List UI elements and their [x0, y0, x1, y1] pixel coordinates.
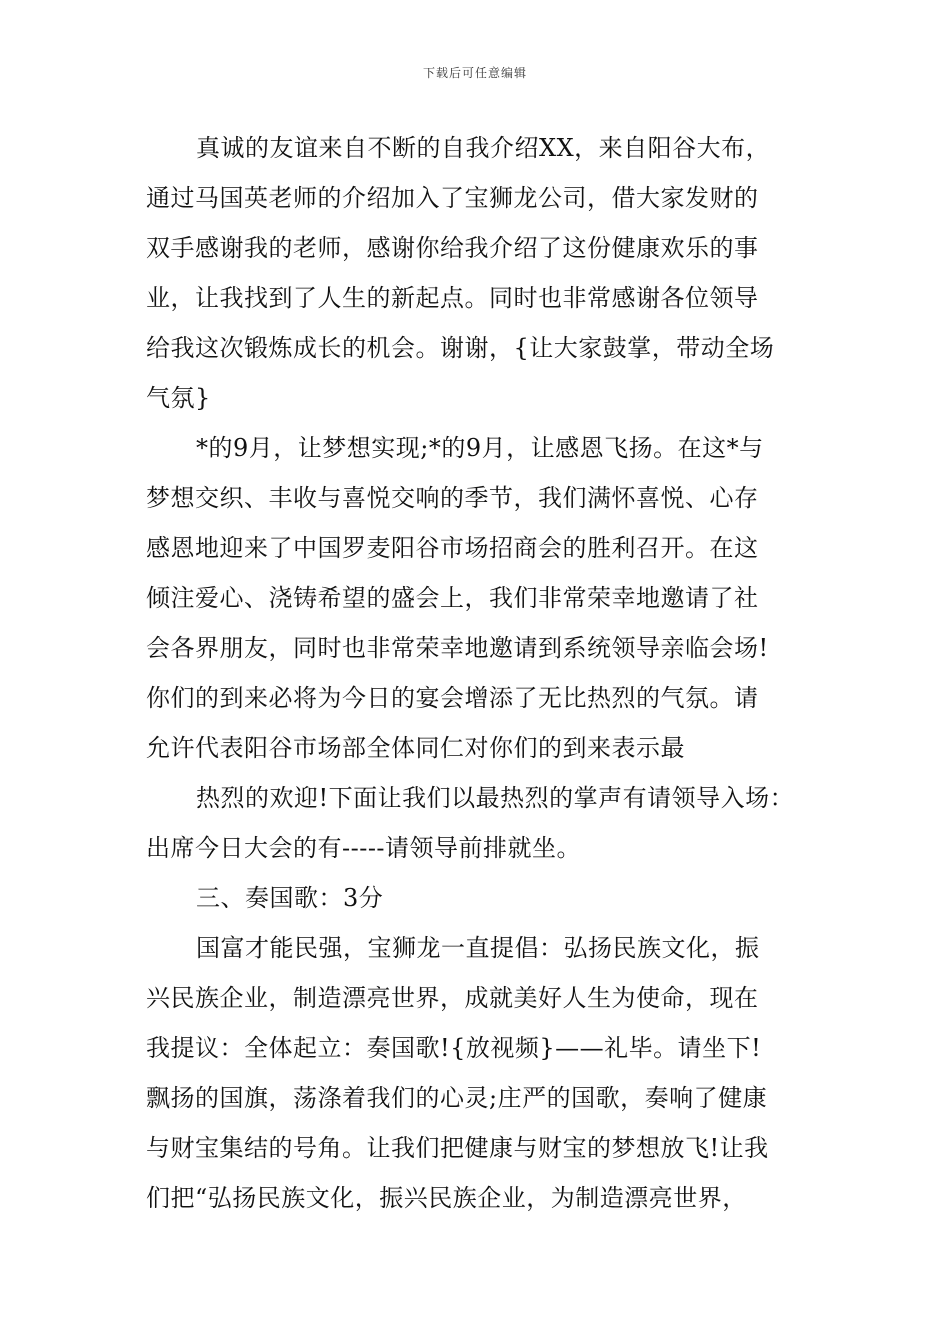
text-line: *的9月，让梦想实现;*的9月，让感恩飞扬。在这*与: [196, 434, 764, 462]
text-line: 兴民族企业，制造漂亮世界，成就美好人生为使命，现在: [146, 984, 759, 1012]
text-line: 通过马国英老师的介绍加入了宝狮龙公司，借大家发财的: [146, 184, 759, 212]
text-line: 热烈的欢迎!下面让我们以最热烈的掌声有请领导入场：: [196, 784, 795, 812]
section-heading: 三、奏国歌：3分: [196, 884, 384, 912]
text-line: 给我这次锻炼成长的机会。谢谢，{让大家鼓掌，带动全场: [146, 334, 775, 362]
page-header: 下载后可任意编辑: [422, 66, 527, 80]
text-line: 与财宝集结的号角。让我们把健康与财宝的梦想放飞!让我: [146, 1134, 769, 1162]
text-line: 我提议：全体起立：奏国歌!{放视频}——礼毕。请坐下!: [146, 1034, 762, 1062]
text-line: 飘扬的国旗，荡涤着我们的心灵;庄严的国歌，奏响了健康: [146, 1084, 768, 1112]
document-body: [146, 128, 826, 1228]
text-line: 出席今日大会的有-----请领导前排就坐。: [146, 834, 582, 862]
text-line: 梦想交织、丰收与喜悦交响的季节，我们满怀喜悦、心存: [146, 484, 759, 512]
text-line: 会各界朋友，同时也非常荣幸地邀请到系统领导亲临会场!: [146, 634, 769, 662]
text-line: 气氛}: [146, 384, 211, 412]
text-line: 允许代表阳谷市场部全体同仁对你们的到来表示最: [146, 734, 685, 762]
text-line: 业，让我找到了人生的新起点。同时也非常感谢各位领导: [146, 284, 759, 312]
text-line: 感恩地迎来了中国罗麦阳谷市场招商会的胜利召开。在这: [146, 534, 759, 562]
text-line: 真诚的友谊来自不断的自我介绍XX，来自阳谷大布，: [196, 134, 771, 162]
text-line: 双手感谢我的老师，感谢你给我介绍了这份健康欢乐的事: [146, 234, 759, 262]
text-line: 国富才能民强，宝狮龙一直提倡：弘扬民族文化，振: [196, 934, 760, 962]
text-line: 倾注爱心、浇铸希望的盛会上，我们非常荣幸地邀请了社: [146, 584, 759, 612]
text-line: 们把“弘扬民族文化，振兴民族企业，为制造漂亮世界，: [146, 1184, 747, 1212]
text-line: 你们的到来必将为今日的宴会增添了无比热烈的气氛。请: [146, 684, 759, 712]
